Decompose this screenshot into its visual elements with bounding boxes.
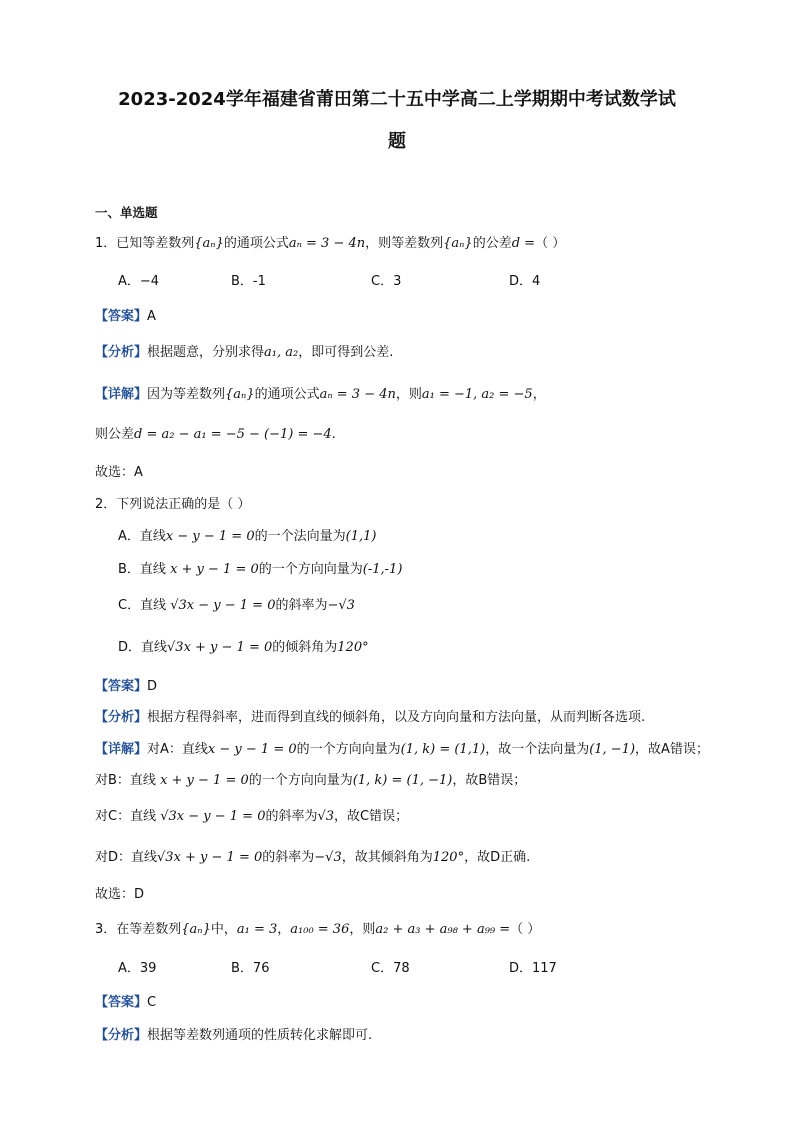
q1-option-b: B．-1	[231, 274, 266, 289]
q2-option-c: C．直线 √3x − y − 1 = 0的斜率为−√3	[118, 598, 355, 613]
q1-conclusion: 故选：A	[95, 465, 143, 480]
section-heading: 一、单选题	[95, 205, 158, 220]
q2-answer: 【答案】D	[95, 679, 158, 694]
q2-conclusion: 故选：D	[95, 887, 145, 902]
q3-option-b: B．76	[231, 961, 270, 976]
document-title-line1: 2023-2024学年福建省莆田第二十五中学高二上学期期中考试数学试	[118, 89, 676, 110]
q3-analysis: 【分析】根据等差数列通项的性质转化求解即可.	[95, 1028, 373, 1043]
q1-option-d: D．4	[509, 274, 541, 289]
q3-answer: 【答案】C	[95, 995, 157, 1010]
q1-detail-line2: 则公差d = a₂ − a₁ = −5 − (−1) = −4.	[95, 427, 336, 442]
q2-stem: 2．下列说法正确的是（ ）	[95, 497, 251, 512]
q1-stem: 1．已知等差数列{aₙ}的通项公式aₙ = 3 − 4n，则等差数列{aₙ}的公差d =（ ）	[95, 236, 566, 251]
q2-detail-b: 对B：直线 x + y − 1 = 0的一个方向向量为(1, k) = (1, −1)，故B错误；	[95, 773, 527, 788]
q1-analysis: 【分析】根据题意，分别求得a₁, a₂，即可得到公差.	[95, 345, 394, 360]
q2-option-a: A．直线x − y − 1 = 0的一个法向量为(1,1)	[118, 529, 377, 544]
document-title-line2: 题	[388, 131, 406, 152]
q1-option-c: C．3	[371, 274, 402, 289]
q1-option-a: A．−4	[118, 274, 160, 289]
q2-detail-a: 【详解】对A：直线x − y − 1 = 0的一个方向向量为(1, k) = (1,1)，故一个法向量为(1, −1)，故A错误；	[95, 742, 709, 757]
q2-option-b: B．直线 x + y − 1 = 0的一个方向向量为(-1,-1)	[118, 562, 403, 577]
q2-detail-c: 对C：直线 √3x − y − 1 = 0的斜率为√3，故C错误；	[95, 809, 409, 824]
q3-option-d: D．117	[509, 961, 557, 976]
q3-option-c: C．78	[371, 961, 410, 976]
q1-detail: 【详解】因为等差数列{aₙ}的通项公式aₙ = 3 − 4n，则a₁ = −1, a₂ = −5，	[95, 387, 546, 402]
q2-detail-d: 对D：直线√3x + y − 1 = 0的斜率为−√3，故其倾斜角为120°，故D正确.	[95, 850, 531, 865]
q3-option-a: A．39	[118, 961, 157, 976]
q2-option-d: D．直线√3x + y − 1 = 0的倾斜角为120°	[118, 640, 369, 655]
q2-analysis: 【分析】根据方程得斜率，进而得到直线的倾斜角，以及方向向量和方法向量，从而判断各选项.	[95, 710, 646, 725]
q3-stem: 3．在等差数列{aₙ}中，a₁ = 3，a₁₀₀ = 36，则a₂ + a₃ + a₉₈ + a₉₉ =（ ）	[95, 922, 541, 937]
q1-answer: 【答案】A	[95, 309, 156, 324]
